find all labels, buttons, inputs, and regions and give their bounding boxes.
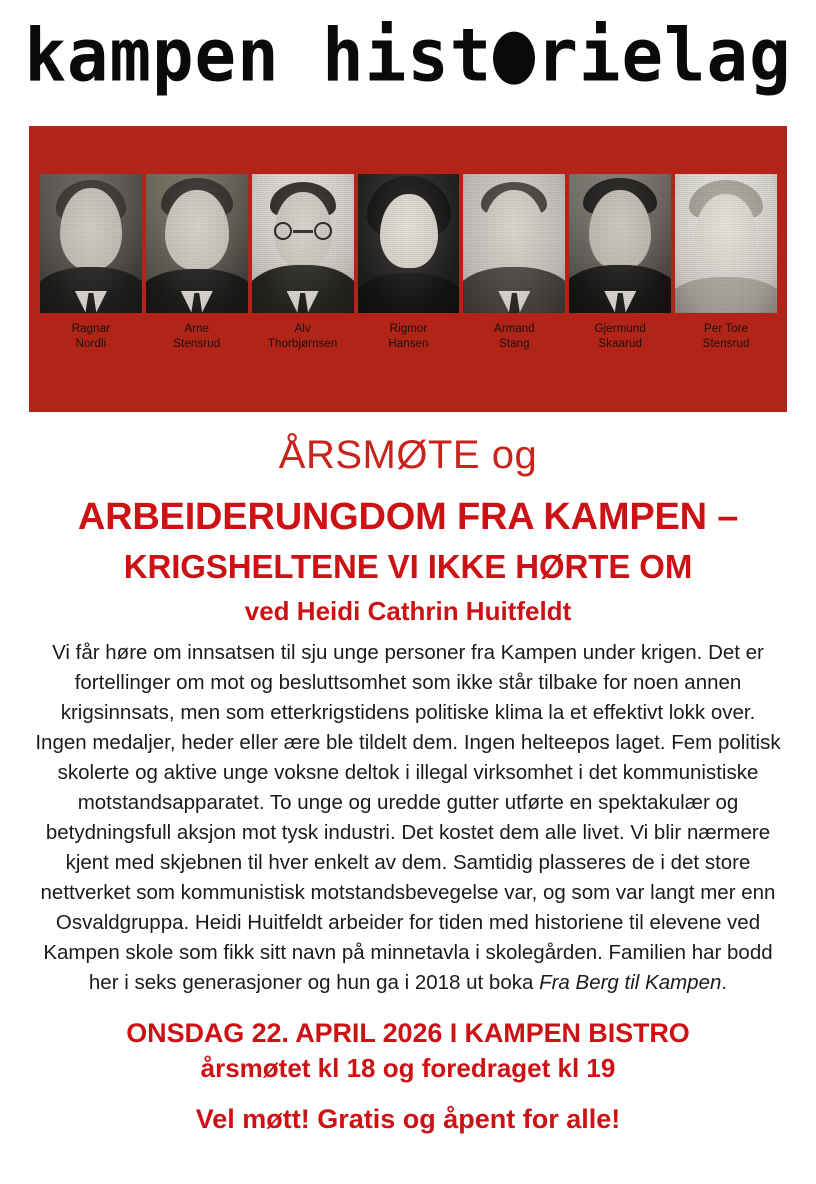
description-part2: . [721,971,728,994]
portrait-last-name: Thorbjørnsen [267,338,338,350]
portrait-last-name: Stang [499,338,530,350]
portrait-last-name: Hansen [388,338,429,350]
portrait-name-arne-stensrud [146,322,248,352]
arsmote-heading: ÅRSMØTE og [278,433,538,477]
description-part1: Vi får høre om innsatsen til sju unge personer fra Kampen under krigen. Det er fortellinger om mot og besluttsomhet som ikke står tilbake for noen annen krigsinnsats, men som etterkrigstidens politiske klima la et effektivt lokk over. Ingen medaljer, heder eller ære ble tildelt dem. Ingen helteepos laget. Fem politisk skolerte og aktive unge voksne deltok i illegal virksomhet i det kommunistiske motstandsapparatet. To unge og uredde gutter utførte en spektakulær og betydningsfull aksjon mot tysk industri. Det kostet dem alle livet. Vi blir nærmere kjent med skjebnen til hver enkelt av dem. Samtidig plasseres de i det store nettverket som kommunistisk motstandsbevegelse var, og som var langt mer enn Osvaldgruppa. Heidi Huitfeldt arbeider for tiden med historiene til elevene ved Kampen skole som fikk sitt navn på minnetavla i skolegården. Familien har bodd her i seks generasjoner og hun ga i 2018 ut boka [35,641,781,994]
event-details-footer [0,1016,816,1137]
portrait-name-gjermund-skaarud [569,322,671,352]
portrait-first-name: Ragnar [71,323,111,335]
portrait-name-rigmor-hansen [358,322,460,352]
portrait-last-name: Skaarud [598,338,642,350]
event-times: årsmøtet kl 18 og foredraget kl 19 [200,1053,616,1083]
portrait-alv-thorbjornsen [252,174,354,313]
event-title-line2: KRIGSHELTENE VI IKKE HØRTE OM [123,548,693,585]
filled-circle-o-icon [493,31,535,84]
portrait-first-name: Arne [184,323,210,335]
portrait-names-row [40,322,777,352]
portrait-gjermund-skaarud [569,174,671,313]
portrait-banner [29,126,787,412]
portrait-first-name: Per Tore [704,323,749,335]
portrait-last-name: Stensrud [173,338,221,350]
logo-text-before-dot: kampen hist [24,13,493,98]
portrait-name-ragnar-nordli [40,322,142,352]
portrait-rigmor-hansen [358,174,460,313]
portrait-last-name: Stensrud [702,338,750,350]
event-description [33,638,783,998]
event-welcome-note: Vel møtt! Gratis og åpent for alle! [195,1104,621,1134]
portrait-per-tore-stensrud [675,174,777,313]
portrait-first-name: Alv [294,323,311,335]
portrait-ragnar-nordli [40,174,142,313]
portrait-name-armand-stang [463,322,565,352]
portrait-first-name: Rigmor [389,323,428,335]
portrait-first-name: Armand [493,323,535,335]
portrait-name-alv-thorbjornsen [252,322,354,352]
portrait-armand-stang [463,174,565,313]
event-title-line1: ARBEIDERUNGDOM FRA KAMPEN – [77,496,739,538]
portrait-name-per-tore-stensrud [675,322,777,352]
portrait-arne-stensrud [146,174,248,313]
logo-text-after-dot: rielag [536,13,792,98]
event-date-venue: ONSDAG 22. APRIL 2026 I KAMPEN BISTRO [126,1018,690,1048]
event-headings [0,430,816,628]
site-logo [0,0,816,112]
event-speaker: ved Heidi Cathrin Huitfeldt [244,596,572,626]
portrait-last-name: Nordli [75,338,107,350]
portrait-first-name: Gjermund [594,323,646,335]
book-title: Fra Berg til Kampen [539,971,722,994]
portrait-strip [40,174,777,313]
logo-wordmark [24,13,792,98]
